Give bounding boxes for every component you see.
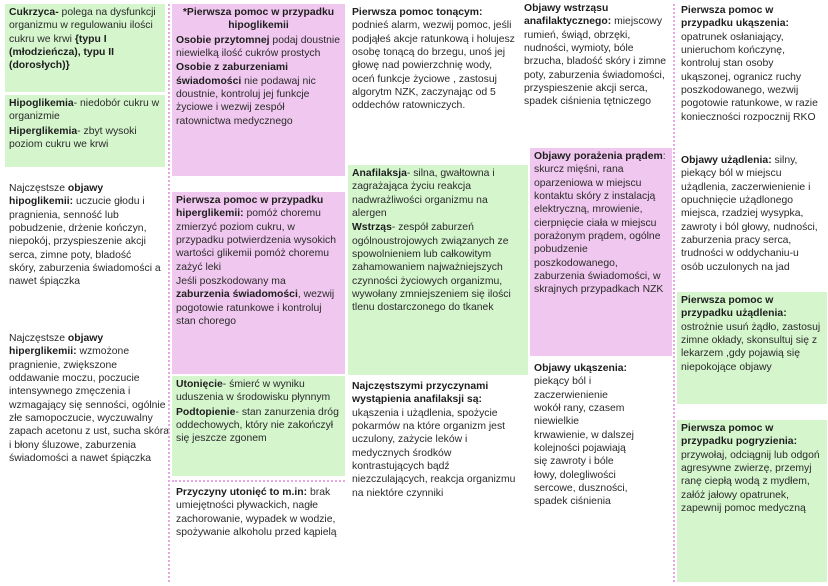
wstrzas-objawy-box [520, 0, 675, 148]
tonacy-pomoc-title: Pierwsza pomoc tonącym: [352, 7, 483, 18]
hiper-objawy-prefix: Najczęstsze [9, 333, 68, 344]
cukrzyca-title: Cukrzyca- [9, 7, 59, 18]
hiper-pomoc-text2-bold: zaburzenia świadomości [176, 289, 298, 301]
anafilaksja-box [348, 165, 528, 375]
hipo-pomoc-p1-text: podaj doustnie niewielką ilość cukrów prostych [176, 34, 341, 59]
pogryzienia-pomoc-box [677, 420, 827, 582]
hipo-pomoc-p2-title: Osobie z zaburzeniami świadomości [176, 62, 289, 87]
uzadlenia-pomoc-text: ostrożnie usuń żądło, zastosuj zimne okłady, skonsultuj się z lekarzem ,gdy pojawią się niepokojące objawy [681, 321, 821, 373]
ukaszenia-objawy-text: piekący ból i zaczerwienienie wokół rany, czasem niewielkie krwawienie, w dalszej kolejności pojawiają się zawroty i bóle łowy, dolegliwości sercowe, duszności, spadek ciśnienia [534, 376, 634, 508]
uzadlenia-objawy-title: Objawy użądlenia: [681, 155, 772, 166]
tonacy-pomoc-box [348, 4, 520, 164]
hipo-objawy-box [5, 180, 165, 330]
przyczyny-anafilaksji-box [348, 378, 523, 548]
hiperglikemia-title: Hiperglikemia [9, 125, 78, 137]
wstrzas-title: Wstrząs [352, 222, 392, 234]
wstrzas-objawy-title: Objawy wstrząsu anafilaktycznego: [524, 3, 612, 28]
utoniecie-title: Utonięcie [176, 379, 223, 390]
hiper-objawy-title: objawy hiperglikemii: [9, 333, 104, 358]
hiper-pomoc-text3: , wezwij pogotowie ratunkowe i kontroluj stan chorego [176, 289, 335, 327]
cukrzyca-types: {typu I (młodzieńcza), typu II (dorosłych)} [9, 33, 115, 72]
ukaszenie-pomoc-text: opatrunek osłaniający, unieruchom kończynę, kontroluj stan osoby ukąszonej, ogranicz ruchy poszkodowanego, wezwij pogotowie ratunkowe, w razie konieczności rozpocznij RKO [681, 31, 818, 123]
podtopienie-title: Podtopienie [176, 406, 236, 418]
hiper-pomoc-text2: Jeśli poszkodowany ma [176, 275, 286, 287]
uzadlenia-objawy-box [677, 152, 827, 288]
wstrzas-text: - zespół zaburzeń ogólnoustrojowych związanych ze spowolnieniem lub całkowitym zahamowaniem najważniejszych czynności życiowych organizmu, wywołany zmniejszeniem się ilości tlenu dostarczonego do tkanek [352, 222, 511, 314]
uzadlenia-pomoc-box [677, 292, 827, 404]
hipo-pomoc-title: *Pierwsza pomoc w przypadku hipoglikemii [182, 7, 335, 32]
przyczyny-utoniec-title: Przyczyny utonięć to m.in: [176, 487, 308, 498]
hipo-pomoc-p1-title: Osobie przytomnej [176, 34, 270, 46]
hipoglikemia-title: Hipoglikemia [9, 98, 74, 109]
hiper-objawy-box [5, 330, 173, 530]
hiper-pomoc-title: Pierwsza pomoc w przypadku hiperglikemii: [176, 195, 324, 220]
porazenie-text: : skurcz mięśni, rana oparzeniowa w miejscu kontaktu skóry z instalacją elektryczną, mrowienie, cierpnięcie ciała w miejscu porażonym prądem, ogólne pobudzenie poszkodowanego, zaburzenia świadomości, w skrajnych przypadkach NZK [534, 151, 666, 296]
utoniecie-box [172, 376, 345, 476]
section-divider-utoniecia [172, 480, 345, 482]
porazenie-title: Objawy porażenia prądem [534, 151, 663, 162]
hiper-objawy-text: wzmożone pragnienie, zwiększone oddawanie moczu, poczucie intensywnego zmęczenia i wzmagający się senności, ogólnie złe samopoczucie, wyczuwalny zapach acetonu z ust, sucha skóra i błony śluzowe, zaburzenia świadomości a nawet śpiączka [9, 346, 169, 464]
hiperglikemia-text: - zbyt wysoki poziom cukru we krwi [9, 125, 137, 150]
ukaszenie-pomoc-title: Pierwsza pomoc w przypadku ukąszenia: [681, 5, 789, 30]
porazenie-box [530, 148, 672, 356]
utoniecie-text: - śmierć w wyniku uduszenia w środowisku płynnym [176, 379, 331, 404]
hiper-pomoc-box [172, 192, 345, 374]
ukaszenia-objawy-title: Objawy ukąszenia: [534, 363, 627, 374]
glikemia-def-box [5, 95, 165, 167]
przyczyny-utoniec-text: brak umiejętności pływackich, nagłe zachorowanie, wypadek w wodzie, spożywanie alkoholu przed kąpielą [176, 487, 337, 538]
ukaszenie-pomoc-box [677, 2, 827, 152]
tonacy-pomoc-text: podnieś alarm, wezwij pomoc, jeśli podjąłeś akcje ratunkową i holujesz osobę tonącą do brzegu, unoś jej głowę nad powierzchnię wody, oceń funkcje życiowe , zastosuj algorytm NZK, zaczynając od 5 oddechów ratowniczych. [352, 20, 515, 112]
cukrzyca-text: polega na dysfunkcji organizmu w regulowaniu ilości cukru we krwi [9, 7, 156, 45]
pogryzienia-pomoc-title: Pierwsza pomoc w przypadku pogryzienia: [681, 423, 798, 448]
wstrzas-objawy-text: miejscowy rumień, świąd, obrzęki, nudności, wymioty, bóle brzucha, bladość skóry i zimne poty, zaburzenia świadomości, przyspieszenie akcji serca, spadek ciśnienia tętniczego [524, 16, 667, 108]
column-divider-2 [673, 4, 675, 582]
anafilaksja-text: - silna, gwałtowna i zagrażająca życiu reakcja nadwrażliwości organizmu na alergen [352, 168, 495, 219]
uzadlenia-pomoc-title: Pierwsza pomoc w przypadku użądlenia: [681, 295, 787, 320]
cukrzyca-box [5, 4, 165, 92]
przyczyny-utoniec-box [172, 484, 345, 582]
hipo-pomoc-box [172, 4, 345, 176]
hiper-pomoc-text1: pomóż choremu zmierzyć poziom cukru, w przypadku potwierdzenia wysokich wartości glikemii pomóż choremu zażyć leki [176, 208, 336, 273]
column-divider-1 [168, 4, 170, 582]
ukaszenia-objawy-box [530, 360, 640, 586]
przyczyny-anafilaksji-text: ukąszenia i użądlenia, spożycie pokarmów na które organizm jest uczulony, zażycie leków i medycznych środków kontrastujących bądź niezczulających, reakcja organizmu na niektóre czynniki [352, 407, 516, 499]
hipoglikemia-text: - niedobór cukru w organizmie [9, 98, 160, 123]
hipo-objawy-text: uczucie głodu i pragnienia, senność lub pobudzenie, drżenie kończyn, niepokój, przyspieszenie akcji serca, zimne poty, bladość skóry, zaburzenia świadomości a nawet śpiączka [9, 196, 161, 288]
hipo-pomoc-p2-text: nie podawaj nic doustnie, kontroluj jej funkcje życiowe i wezwij zespół ratownictwa medycznego [176, 75, 316, 127]
anafilaksja-title: Anafilaksja [352, 168, 407, 179]
uzadlenia-objawy-text: silny, piekący ból w miejscu użądlenia, zaczerwienienie i opuchnięcie użądlonego miejsca, rzadziej wysypka, zawroty i ból głowy, nudności, zaburzenia pracy serca, trudności w oddychaniu-u osób uczulonych na jad [681, 155, 818, 273]
podtopienie-text: - stan zanurzenia dróg oddechowych, który nie zakończył się jeszcze zgonem [176, 406, 339, 445]
hipo-objawy-prefix: Najczęstsze [9, 183, 68, 194]
przyczyny-anafilaksji-title: Najczęstszymi przyczynami wystąpienia anafilaksji są: [352, 381, 489, 406]
pogryzienia-pomoc-text: przywołaj, odciągnij lub odgoń agresywne zwierzę, przemyj ranę ciepłą wodą z mydłem, załóż jałowy opatrunek, zapewnij pomoc medyczną [681, 449, 820, 514]
hipo-objawy-title: objawy hipoglikemii: [9, 183, 104, 208]
